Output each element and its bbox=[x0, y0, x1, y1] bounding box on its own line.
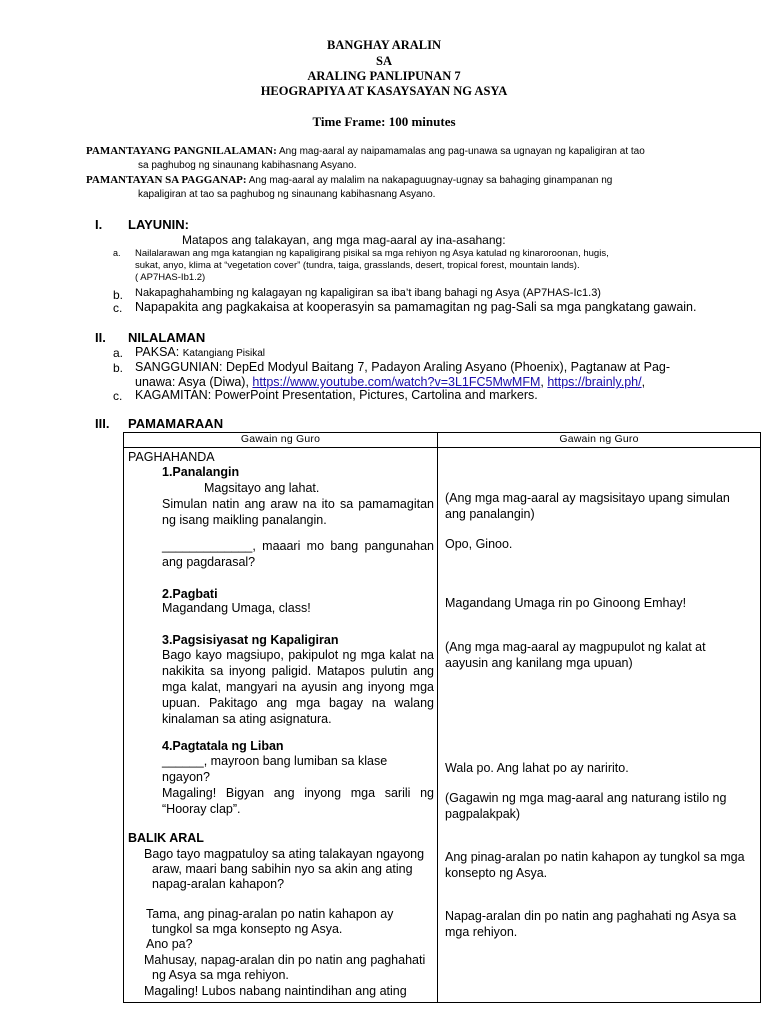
teacher-text: ng Asya sa mga rehiyon. bbox=[152, 968, 289, 982]
teacher-text: ______, mayroon bang lumiban sa klase ngayon? bbox=[162, 754, 388, 784]
sanggunian-text-2: unawa: Asya (Diwa), bbox=[135, 375, 253, 389]
doc-title-sa: SA bbox=[376, 54, 392, 68]
doc-subject: ARALING PANLIPUNAN 7 bbox=[307, 69, 461, 83]
link-separator: , bbox=[540, 375, 548, 389]
content-standard-text: Ang mag-aaral ay naipamamalas ang pag-unawa sa ugnayan ng kapaligiran at tao bbox=[276, 146, 645, 157]
list-item-text: ( AP7HAS-Ib1.2) bbox=[135, 272, 206, 283]
sanggunian-text: SANGGUNIAN: DepEd Modyul Baitang 7, Padayon Araling Asyano (Phoenix), Pagtanaw at Pag- bbox=[135, 360, 671, 374]
list-item bbox=[113, 388, 723, 403]
list-marker: c. bbox=[113, 389, 123, 403]
section-title: NILALAMAN bbox=[128, 330, 206, 345]
teacher-text: tungkol sa mga konsepto ng Asya. bbox=[152, 922, 343, 936]
section-number: I. bbox=[95, 217, 103, 232]
teacher-text: Tama, ang pinag-aralan po natin kahapon ay bbox=[146, 907, 394, 921]
section-title: PAMAMARAAN bbox=[128, 416, 224, 431]
brainly-link[interactable]: https://brainly.ph/ bbox=[547, 375, 642, 389]
teacher-text: Ano pa? bbox=[146, 937, 193, 951]
column-header-teacher: Gawain ng Guro bbox=[124, 433, 438, 448]
student-text: Opo, Ginoo. bbox=[445, 537, 513, 551]
content-standard-text-2: sa paghubog ng sinaunang kabihasnang Asyano. bbox=[138, 160, 357, 171]
list-item-text: Nakapaghahambing ng kalagayan ng kapaligiran sa iba’t ibang bahagi ng Asya (AP7HAS-Ic1.3) bbox=[135, 287, 601, 299]
teacher-text: napag-aralan kahapon? bbox=[152, 877, 285, 891]
step-title: 2.Pagbati bbox=[162, 587, 218, 601]
section-nilalaman-heading bbox=[95, 330, 205, 345]
kagamitan-text: KAGAMITAN: PowerPoint Presentation, Pictures, Cartolina and markers. bbox=[135, 388, 538, 402]
teacher-text: Magaling! Bigyan ang inyong mga sarili ng “Hooray clap”. bbox=[162, 786, 434, 816]
list-item bbox=[113, 300, 723, 315]
layunin-intro: Matapos ang talakayan, ang mga mag-aaral ay ina-asahang: bbox=[182, 233, 506, 247]
student-text: (Ang mga mag-aaral ay magsisitayo upang simulan ang panalangin) bbox=[445, 491, 730, 521]
list-item-text: sukat, anyo, klima at “vegetation cover” (tundra, taiga, grasslands, desert, tropical forest, mountain lands). bbox=[135, 260, 580, 271]
list-item-text: Nailalarawan ang mga katangian ng kapaligirang pisikal sa mga rehiyon ng Asya katulad ng kinaroroonan, hugis, bbox=[135, 248, 609, 259]
student-text: Wala po. Ang lahat po ay naririto. bbox=[445, 761, 629, 775]
performance-standard-text-2: kapaligiran at tao sa paghubog ng sinaunang kabihasnang Asyano. bbox=[138, 189, 436, 200]
list-marker: a. bbox=[113, 248, 121, 258]
time-frame: Time Frame: 100 minutes bbox=[312, 114, 456, 129]
paksa-value: Katangiang Pisikal bbox=[182, 348, 265, 359]
student-activity-cell bbox=[438, 448, 761, 1003]
performance-standard-label: PAMANTAYAN SA PAGGANAP: bbox=[86, 174, 247, 186]
doc-topic: HEOGRAPIYA AT KASAYSAYAN NG ASYA bbox=[260, 84, 508, 98]
performance-standard-text: Ang mag-aaral ay malalim na nakapaguugnay-ugnay sa bahaging ginampanan ng bbox=[246, 175, 613, 186]
performance-standard bbox=[86, 173, 722, 202]
student-text: (Gagawin ng mga mag-aaral ang naturang istilo ng pagpalakpak) bbox=[445, 791, 727, 821]
paksa-label: PAKSA: bbox=[135, 345, 183, 359]
list-item bbox=[113, 287, 723, 300]
paghahanda-label: PAGHAHANDA bbox=[128, 450, 215, 464]
sanggunian-end: , bbox=[641, 375, 646, 389]
student-text: Napag-aralan din po natin ang paghahati ng Asya sa mga rehiyon. bbox=[445, 909, 737, 939]
student-text: Magandang Umaga rin po Ginoong Emhay! bbox=[445, 596, 687, 610]
list-marker: b. bbox=[113, 288, 124, 302]
section-title: LAYUNIN: bbox=[128, 217, 189, 232]
lesson-table bbox=[123, 432, 761, 1003]
list-marker: c. bbox=[113, 301, 123, 315]
content-standard bbox=[86, 144, 722, 173]
list-item bbox=[113, 248, 723, 284]
teacher-text: Bago kayo magsiupo, pakipulot ng mga kalat na nakikita sa inyong paligid. Matapos pulutin ang mga kalat, mangyari na ayusin ang inyong mga upuan. Pakitago ang mga bagay na walang kinalaman sa ating asignatura. bbox=[162, 648, 434, 726]
section-number: III. bbox=[95, 416, 110, 431]
teacher-text: Magsitayo ang lahat. bbox=[204, 481, 320, 495]
teacher-text: araw, maari bang sabihin nyo sa akin ang ating bbox=[152, 862, 413, 876]
teacher-text: _____________, maaari mo bang pangunahan ang pagdarasal? bbox=[162, 539, 434, 569]
doc-title: BANGHAY ARALIN bbox=[326, 38, 442, 52]
teacher-text: Mahusay, napag-aralan din po natin ang paghahati bbox=[144, 953, 426, 967]
balik-aral-label: BALIK ARAL bbox=[128, 831, 204, 845]
student-text: Ang pinag-aralan po natin kahapon ay tungkol sa mga konsepto ng Asya. bbox=[445, 850, 745, 880]
teacher-activity-cell bbox=[124, 448, 438, 1003]
teacher-text: Magandang Umaga, class! bbox=[162, 601, 311, 615]
content-standard-label: PAMANTAYANG PANGNILALAMAN: bbox=[86, 145, 277, 157]
step-title: 3.Pagsisiyasat ng Kapaligiran bbox=[162, 633, 339, 647]
step-title: 1.Panalangin bbox=[162, 465, 240, 479]
step-title: 4.Pagtatala ng Liban bbox=[162, 739, 284, 753]
list-item bbox=[113, 360, 723, 390]
list-marker: b. bbox=[113, 361, 124, 375]
column-header-student: Gawain ng Guro bbox=[438, 433, 761, 448]
section-layunin-heading bbox=[95, 217, 189, 232]
teacher-text: Simulan natin ang araw na ito sa pamamagitan ng isang maikling panalangin. bbox=[162, 497, 434, 527]
list-marker: a. bbox=[113, 346, 124, 360]
teacher-text: Magaling! Lubos nabang naintindihan ang ating bbox=[144, 984, 407, 998]
section-pamamaraan-heading bbox=[95, 416, 223, 431]
list-item-text: Napapakita ang pagkakaisa at kooperasyin sa pamamagitan ng pag-Sali sa mga pangkatang gawain. bbox=[135, 300, 697, 314]
list-item bbox=[113, 345, 723, 361]
youtube-link[interactable]: https://www.youtube.com/watch?v=3L1FC5MwMFM bbox=[252, 375, 541, 389]
section-number: II. bbox=[95, 330, 106, 345]
student-text: (Ang mga mag-aaral ay magpupulot ng kalat at aayusin ang kanilang mga upuan) bbox=[445, 640, 706, 670]
teacher-text: Bago tayo magpatuloy sa ating talakayan ngayong bbox=[144, 847, 425, 861]
